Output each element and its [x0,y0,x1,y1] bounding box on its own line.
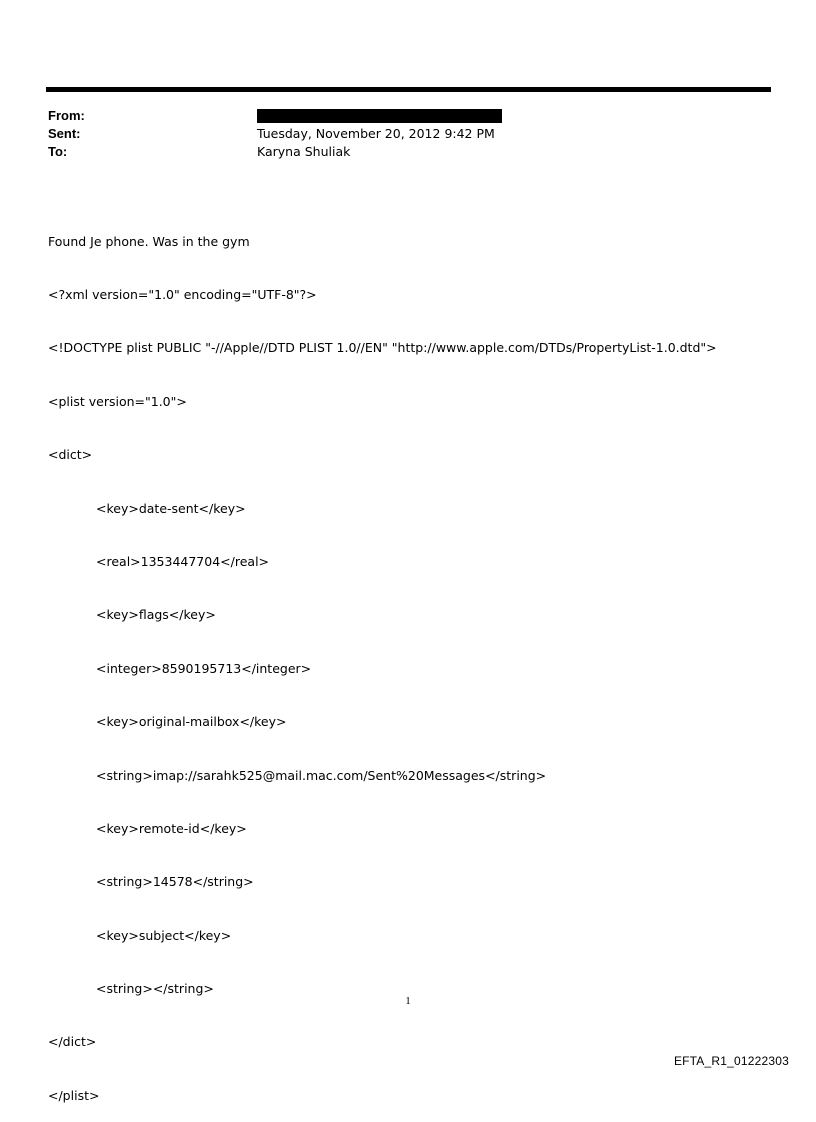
body-line: <dict> [48,447,93,463]
body-line: </plist> [48,1087,100,1103]
body-line: <key>date-sent</key> [96,500,246,516]
to-value: Karyna Shuliak [257,144,351,159]
body-line: <key>remote-id</key> [96,820,247,836]
bates-number: EFTA_R1_01222303 [673,1054,789,1068]
body-line: <string>imap://sarahk525@mail.mac.com/Sent%20Messages</string> [96,767,547,783]
sent-value: Tuesday, November 20, 2012 9:42 PM [257,126,495,141]
from-label: From: [48,108,85,123]
body-line: <string>14578</string> [96,874,254,890]
body-line: <key>flags</key> [96,607,216,623]
body-line: <plist version="1.0"> [48,393,187,409]
redaction-bar [257,109,502,123]
body-line: <?xml version="1.0" encoding="UTF-8"?> [48,286,317,302]
body-line: Found Je phone. Was in the gym [48,233,250,249]
to-label: To: [48,144,68,159]
body-line: <key>subject</key> [96,927,232,943]
body-line: <real>1353447704</real> [96,553,270,569]
page-number: 1 [405,995,411,1007]
body-line: </dict> [48,1034,97,1050]
message-body [48,197,717,1122]
body-line: <integer>8590195713</integer> [96,660,312,676]
body-line: <key>original-mailbox</key> [96,714,287,730]
body-line: <!DOCTYPE plist PUBLIC "-//Apple//DTD PLIST 1.0//EN" "http://www.apple.com/DTDs/PropertyList-1.0.dtd"> [48,340,717,356]
sent-label: Sent: [48,126,81,141]
header-rule [46,87,771,92]
body-line: <string></string> [96,981,214,997]
